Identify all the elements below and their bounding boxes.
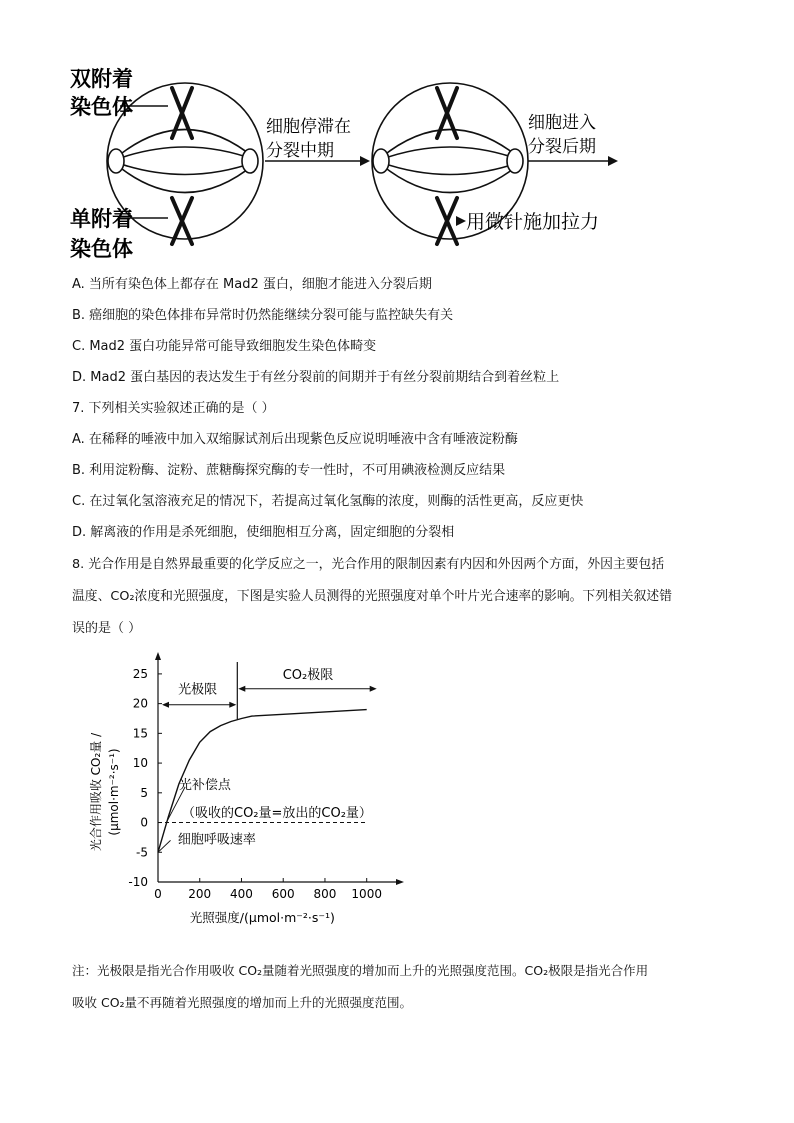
- spindle-figure: [60, 58, 680, 268]
- single-attached-chromosome: [172, 198, 192, 244]
- note-line-1: 注：光极限是指光合作用吸收 CO₂量随着光照强度的增加而上升的光照强度范围。CO₂极限是指光合作用: [72, 963, 649, 978]
- q6-option-c: C. Mad2 蛋白功能异常可能导致细胞发生染色体畸变: [72, 339, 377, 354]
- q8-stem-3: 误的是（ ）: [72, 621, 142, 636]
- co2-limit-arrow-right: [370, 686, 377, 692]
- y-tick-label: -10: [128, 875, 148, 889]
- chart-ticks: [128, 667, 382, 901]
- q7-option-b: B. 利用淀粉酶、淀粉、蔗糖酶探究酶的专一性时，不可用碘液检测反应结果: [72, 463, 506, 478]
- light-limit-label: 光极限: [178, 682, 218, 698]
- label-double-2: 染色体: [70, 95, 133, 119]
- photosynthesis-chart: [72, 650, 432, 940]
- arrow2-text-2: 分裂后期: [528, 137, 596, 157]
- q6-option-a: A. 当所有染色体上都存在 Mad2 蛋白，细胞才能进入分裂后期: [72, 277, 432, 292]
- double-attached-chromosome: [172, 88, 192, 138]
- co2-limit-label: CO₂极限: [282, 667, 334, 683]
- q8-stem-2: 温度、CO₂浓度和光照强度，下图是实验人员测得的光照强度对单个叶片光合速率的影响。下列相关叙述错: [72, 589, 672, 604]
- x-tick-label: 200: [188, 887, 212, 901]
- y-tick-label: 15: [132, 726, 148, 741]
- q7-stem: 7. 下列相关实验叙述正确的是（ ）: [72, 401, 275, 416]
- needle-label: 用微针施加拉力: [466, 211, 600, 233]
- y-tick-label: 10: [132, 756, 148, 771]
- x-tick-label: 800: [313, 887, 337, 901]
- arrow-1-head: [360, 156, 370, 166]
- arrow1-text-2: 分裂中期: [266, 141, 334, 161]
- needle-arrow-head: [456, 216, 466, 226]
- q7-option-c: C. 在过氧化氢溶液充足的情况下，若提高过氧化氢酶的浓度，则酶的活性更高，反应更快: [72, 494, 584, 509]
- arrow2-text-1: 细胞进入: [528, 113, 596, 133]
- co2-limit-arrow-left: [238, 686, 245, 692]
- respiration-label: 细胞呼吸速率: [177, 832, 256, 848]
- arrow1-text-1: 细胞停滞在: [266, 117, 351, 137]
- y-tick-label: 5: [140, 785, 148, 800]
- y-tick-label: 25: [132, 666, 148, 681]
- x-tick-label: 600: [271, 887, 295, 901]
- arrow-2-head: [608, 156, 618, 166]
- right-single-chromosome: [437, 198, 457, 244]
- y-tick-label: -5: [136, 845, 148, 860]
- light-limit-arrow-right: [229, 702, 236, 708]
- y-axis-label-2: (μmol·m⁻²·s⁻¹): [107, 748, 121, 836]
- q8-stem-1: 8. 光合作用是自然界最重要的化学反应之一，光合作用的限制因素有内因和外因两个方面，外因主要包括: [72, 557, 665, 572]
- q6-option-d: D. Mad2 蛋白基因的表达发生于有丝分裂前的间期并于有丝分裂前期结合到着丝粒上: [72, 370, 560, 385]
- label-double-1: 双附着: [70, 67, 133, 91]
- y-axis-label-1: 光合作用吸收 CO₂量 /: [89, 732, 103, 852]
- label-single-1: 单附着: [70, 207, 133, 231]
- label-single-2: 染色体: [70, 237, 133, 261]
- q7-option-d: D. 解离液的作用是杀死细胞，使细胞相互分离，固定细胞的分裂相: [72, 525, 455, 540]
- x-tick-label: 400: [230, 887, 253, 901]
- right-double-chromosome: [437, 88, 457, 138]
- q6-option-b: B. 癌细胞的染色体排布异常时仍然能继续分裂可能与监控缺失有关: [72, 308, 454, 323]
- compensation-note: （吸收的CO₂量=放出的CO₂量）: [182, 805, 372, 821]
- light-limit-arrow-left: [162, 702, 169, 708]
- y-tick-label: 0: [140, 815, 148, 830]
- x-tick-label: 1000: [351, 887, 382, 901]
- x-axis-label: 光照强度/(μmol·m⁻²·s⁻¹): [189, 910, 335, 925]
- y-tick-label: 20: [132, 696, 148, 711]
- q7-option-a: A. 在稀释的唾液中加入双缩脲试剂后出现紫色反应说明唾液中含有唾液淀粉酶: [72, 432, 518, 447]
- x-tick-label: 0: [154, 887, 162, 901]
- compensation-label: 光补偿点: [178, 777, 231, 793]
- note-line-2: 吸收 CO₂量不再随着光照强度的增加而上升的光照强度范围。: [72, 995, 413, 1010]
- x-axis-arrow: [396, 879, 404, 885]
- y-axis-arrow: [155, 652, 161, 660]
